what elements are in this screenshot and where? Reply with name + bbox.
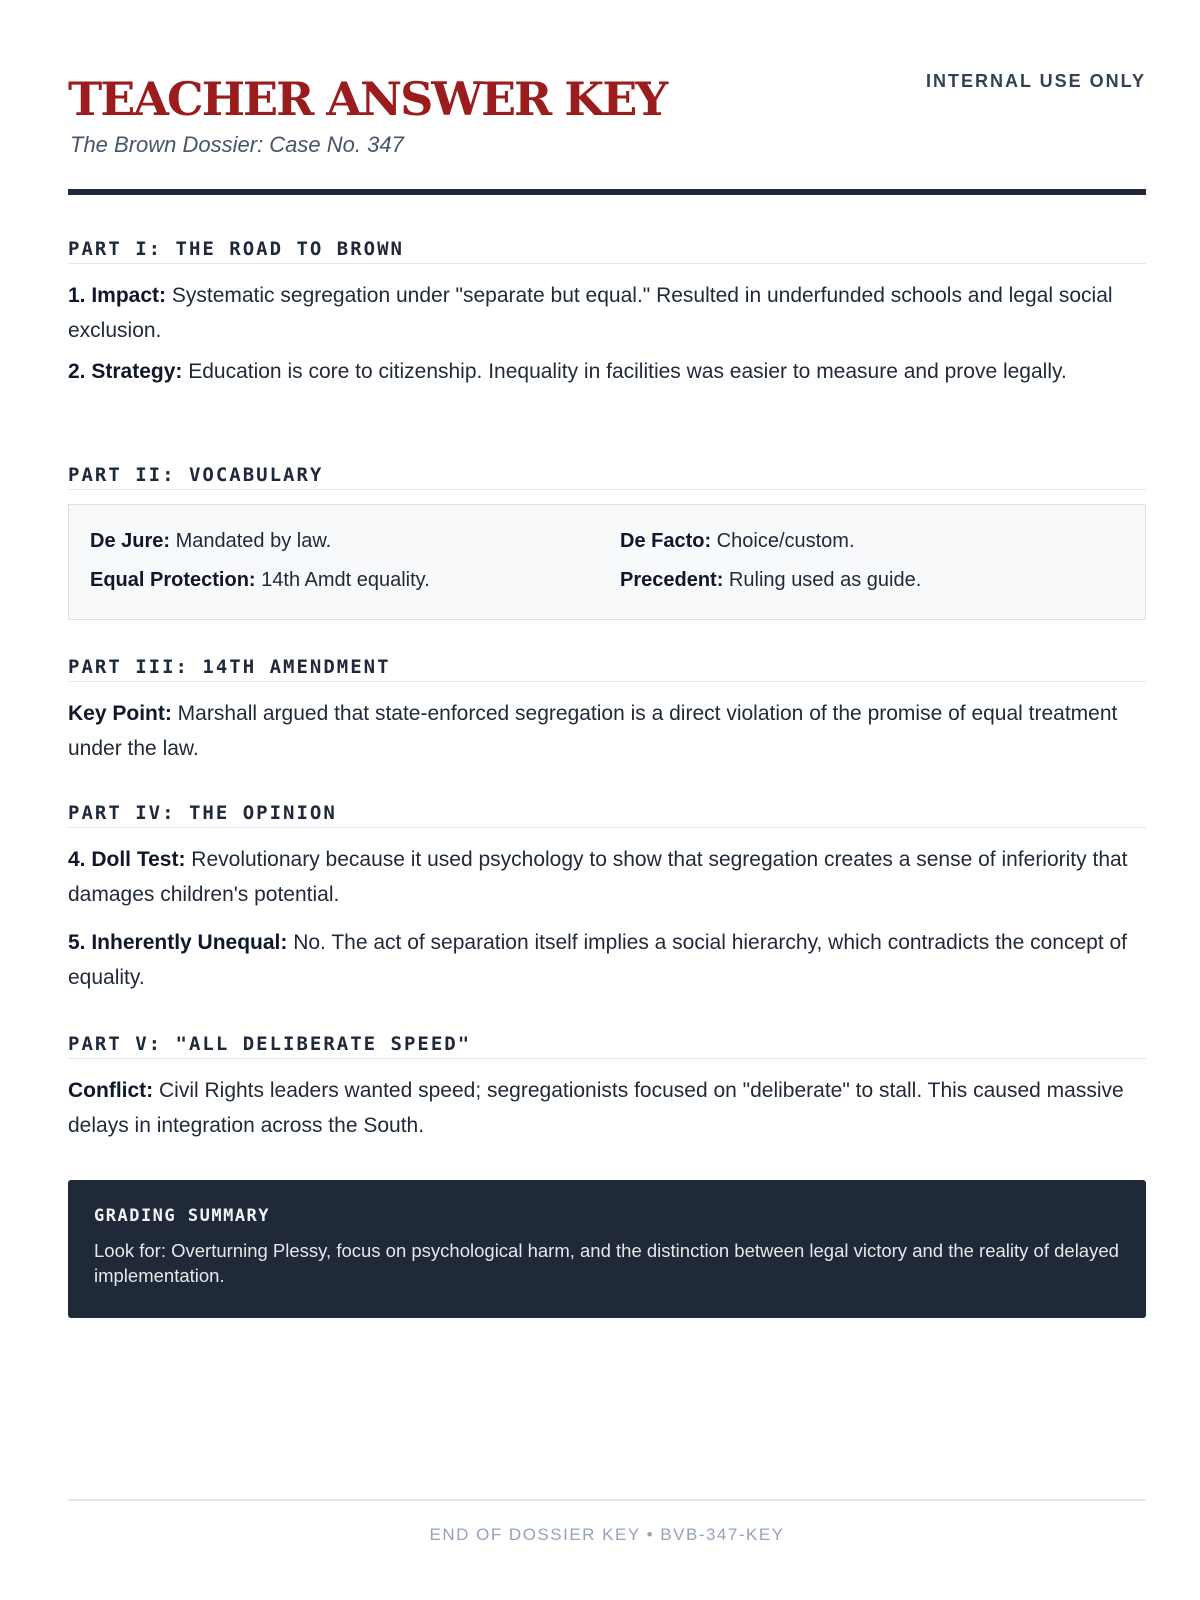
answer-text: Revolutionary because it used psychology to show that segregation creates a sense of inferiority that damages children's potential. bbox=[68, 848, 1128, 906]
vocab-term-equal-protection bbox=[90, 569, 430, 592]
answer-text: Education is core to citizenship. Inequality in facilities was easier to measure and prove legally. bbox=[182, 360, 1067, 383]
answer-item-strategy bbox=[68, 354, 1146, 389]
vocab-term-precedent bbox=[620, 569, 921, 592]
answer-text: No. The act of separation itself implies a social hierarchy, which contradicts the concept of equality. bbox=[68, 931, 1128, 989]
answer-label: Key Point: bbox=[68, 702, 172, 725]
term-label: De Jure: bbox=[90, 530, 171, 552]
footer-divider bbox=[68, 1499, 1146, 1501]
grading-summary-text: Look for: Overturning Plessy, focus on psychological harm, and the distinction between legal victory and the reality of delayed implementation. bbox=[94, 1240, 1119, 1286]
section-title: PART IV: THE OPINION bbox=[68, 802, 1146, 828]
document-header bbox=[68, 0, 1146, 195]
term-label: Equal Protection: bbox=[90, 569, 256, 591]
answer-item-impact bbox=[68, 278, 1146, 348]
vocab-term-de-facto bbox=[620, 530, 855, 553]
answer-label: 5. Inherently Unequal: bbox=[68, 931, 288, 954]
term-label: De Facto: bbox=[620, 530, 712, 552]
document-subtitle: The Brown Dossier: Case No. 347 bbox=[70, 132, 404, 157]
document-title: TEACHER ANSWER KEY bbox=[68, 72, 667, 126]
answer-text: Systematic segregation under "separate but equal." Resulted in underfunded schools and legal social exclusion. bbox=[68, 284, 1113, 342]
grading-summary-title: GRADING SUMMARY bbox=[94, 1206, 271, 1226]
grading-summary-box bbox=[68, 1180, 1146, 1318]
term-label: Precedent: bbox=[620, 569, 724, 591]
vocab-term-de-jure bbox=[90, 530, 331, 553]
answer-label: 2. Strategy: bbox=[68, 360, 183, 383]
term-definition: 14th Amdt equality. bbox=[255, 569, 430, 591]
answer-item-conflict bbox=[68, 1073, 1146, 1143]
term-definition: Ruling used as guide. bbox=[723, 569, 922, 591]
header-divider bbox=[68, 189, 1146, 195]
answer-text: Civil Rights leaders wanted speed; segregationists focused on "deliberate" to stall. This caused massive delays in integration across the South. bbox=[68, 1079, 1124, 1137]
section-part-2 bbox=[68, 464, 1146, 620]
vocabulary-box bbox=[68, 504, 1146, 620]
section-title: PART V: "ALL DELIBERATE SPEED" bbox=[68, 1033, 1146, 1059]
answer-label: 1. Impact: bbox=[68, 284, 167, 307]
answer-item-doll-test bbox=[68, 842, 1146, 912]
answer-key-page bbox=[68, 0, 1146, 1600]
section-part-5 bbox=[68, 1033, 1146, 1143]
term-definition: Mandated by law. bbox=[170, 530, 332, 552]
answer-label: Conflict: bbox=[68, 1079, 154, 1102]
section-title: PART III: 14TH AMENDMENT bbox=[68, 656, 1146, 682]
footer-text: END OF DOSSIER KEY • BVB-347-KEY bbox=[429, 1525, 785, 1544]
answer-text: Marshall argued that state-enforced segregation is a direct violation of the promise of equal treatment under the law. bbox=[68, 702, 1118, 760]
section-part-4 bbox=[68, 802, 1146, 995]
answer-label: 4. Doll Test: bbox=[68, 848, 186, 871]
section-title: PART II: VOCABULARY bbox=[68, 464, 1146, 490]
answer-item-inherently-unequal bbox=[68, 925, 1146, 995]
term-definition: Choice/custom. bbox=[711, 530, 855, 552]
section-title: PART I: THE ROAD TO BROWN bbox=[68, 238, 1146, 264]
section-part-1 bbox=[68, 238, 1146, 389]
answer-item-key-point bbox=[68, 696, 1146, 766]
internal-use-tag: INTERNAL USE ONLY bbox=[925, 71, 1146, 91]
section-part-3 bbox=[68, 656, 1146, 766]
